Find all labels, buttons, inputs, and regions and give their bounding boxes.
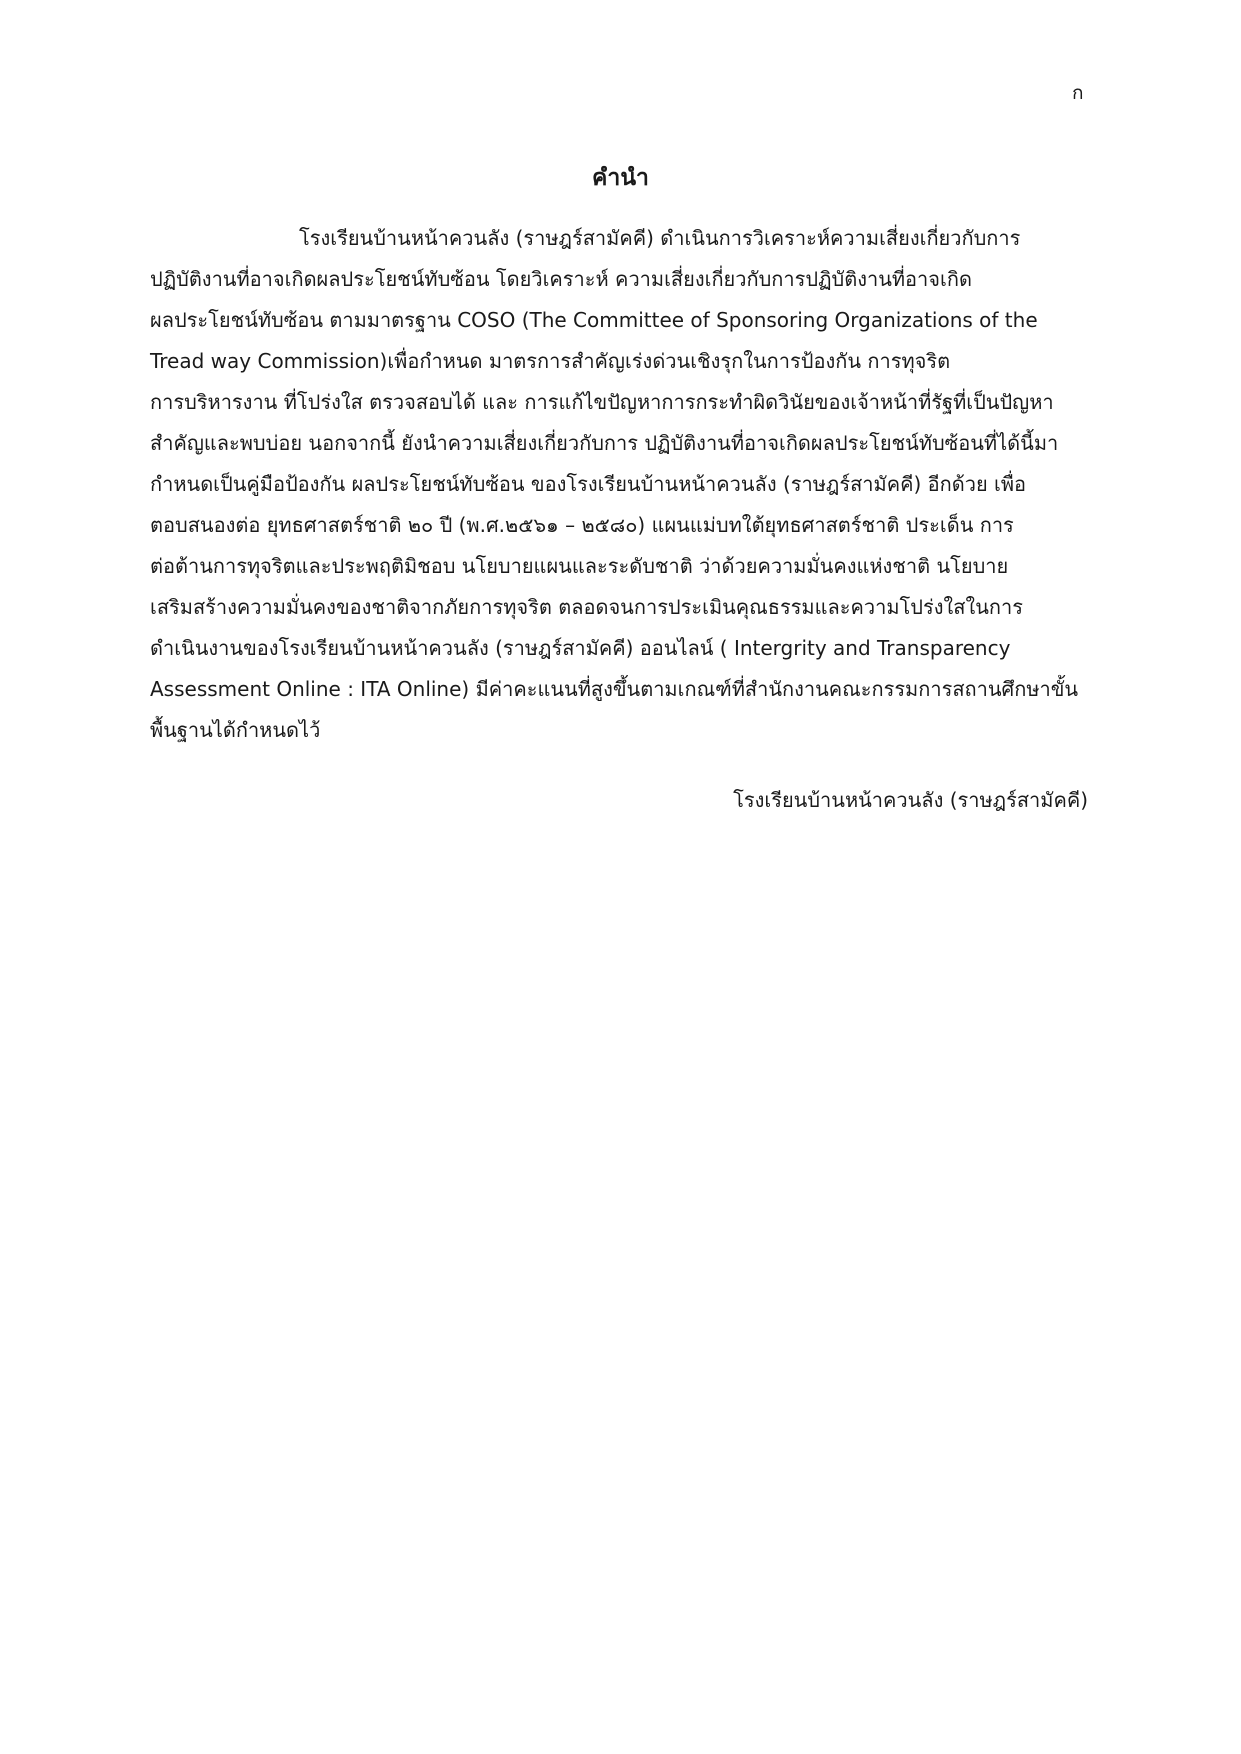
body-line: โรงเรียนบ้านหน้าควนลัง (ราษฎร์สามัคคี) ดำเนินการวิเคราะห์ความเสี่ยงเกี่ยวกับการ xyxy=(299,226,1021,250)
body-line: ปฏิบัติงานที่อาจเกิดผลประโยชน์ทับซ้อน โดยวิเคราะห์ ความเสี่ยงเกี่ยวกับการปฏิบัติงานที่อาจเกิด xyxy=(150,267,972,291)
body-line: เสริมสร้างความมั่นคงของชาติจากภัยการทุจริต ตลอดจนการประเมินคุณธรรมและความโปร่งใสในการ xyxy=(150,595,1023,619)
signature-line: โรงเรียนบ้านหน้าควนลัง (ราษฎร์สามัคคี) xyxy=(733,788,1088,812)
body-line: ตอบสนองต่อ ยุทธศาสตร์ชาติ ๒๐ ปี (พ.ศ.๒๕๖๑ – ๒๕๘๐) แผนแม่บทใต้ยุทธศาสตร์ชาติ ประเด็น การ xyxy=(150,513,1014,537)
body-line: พื้นฐานได้กำหนดไว้ xyxy=(150,718,321,742)
page-title: คำนำ xyxy=(592,165,649,191)
body-line: Tread way Commission)เพื่อกำหนด มาตรการสำคัญเร่งด่วนเชิงรุกในการป้องกัน การทุจริต xyxy=(150,349,951,373)
body-line: สำคัญและพบบ่อย นอกจากนี้ ยังนำความเสี่ยงเกี่ยวกับการ ปฏิบัติงานที่อาจเกิดผลประโยชน์ทับซ้อนที่ได้นี้มา xyxy=(150,431,1059,455)
body-line: ต่อต้านการทุจริตและประพฤติมิชอบ นโยบายแผนและระดับชาติ ว่าด้วยความมั่นคงแห่งชาติ นโยบาย xyxy=(150,554,1009,578)
body-line: ผลประโยชน์ทับซ้อน ตามมาตรฐาน COSO (The Committee of Sponsoring Organizations of the xyxy=(150,308,1038,332)
body-line: กำหนดเป็นคู่มือป้องกัน ผลประโยชน์ทับซ้อน ของโรงเรียนบ้านหน้าควนลัง (ราษฎร์สามัคคี) อีกด้วย เพื่อ xyxy=(150,472,1027,496)
page-number: ก xyxy=(1072,82,1084,104)
body-line: Assessment Online : ITA Online) มีค่าคะแนนที่สูงขึ้นตามเกณฑ์ที่สำนักงานคณะกรรมการสถานศึกษาขั้น xyxy=(150,677,1079,701)
preface-body xyxy=(150,218,1088,751)
body-line: การบริหารงาน ที่โปร่งใส ตรวจสอบได้ และ การแก้ไขปัญหาการกระทำผิดวินัยของเจ้าหน้าที่รัฐที่เป็นปัญหา xyxy=(150,390,1054,414)
body-line: ดำเนินงานของโรงเรียนบ้านหน้าควนลัง (ราษฎร์สามัคคี) ออนไลน์ ( Intergrity and Transparency xyxy=(150,636,1011,660)
